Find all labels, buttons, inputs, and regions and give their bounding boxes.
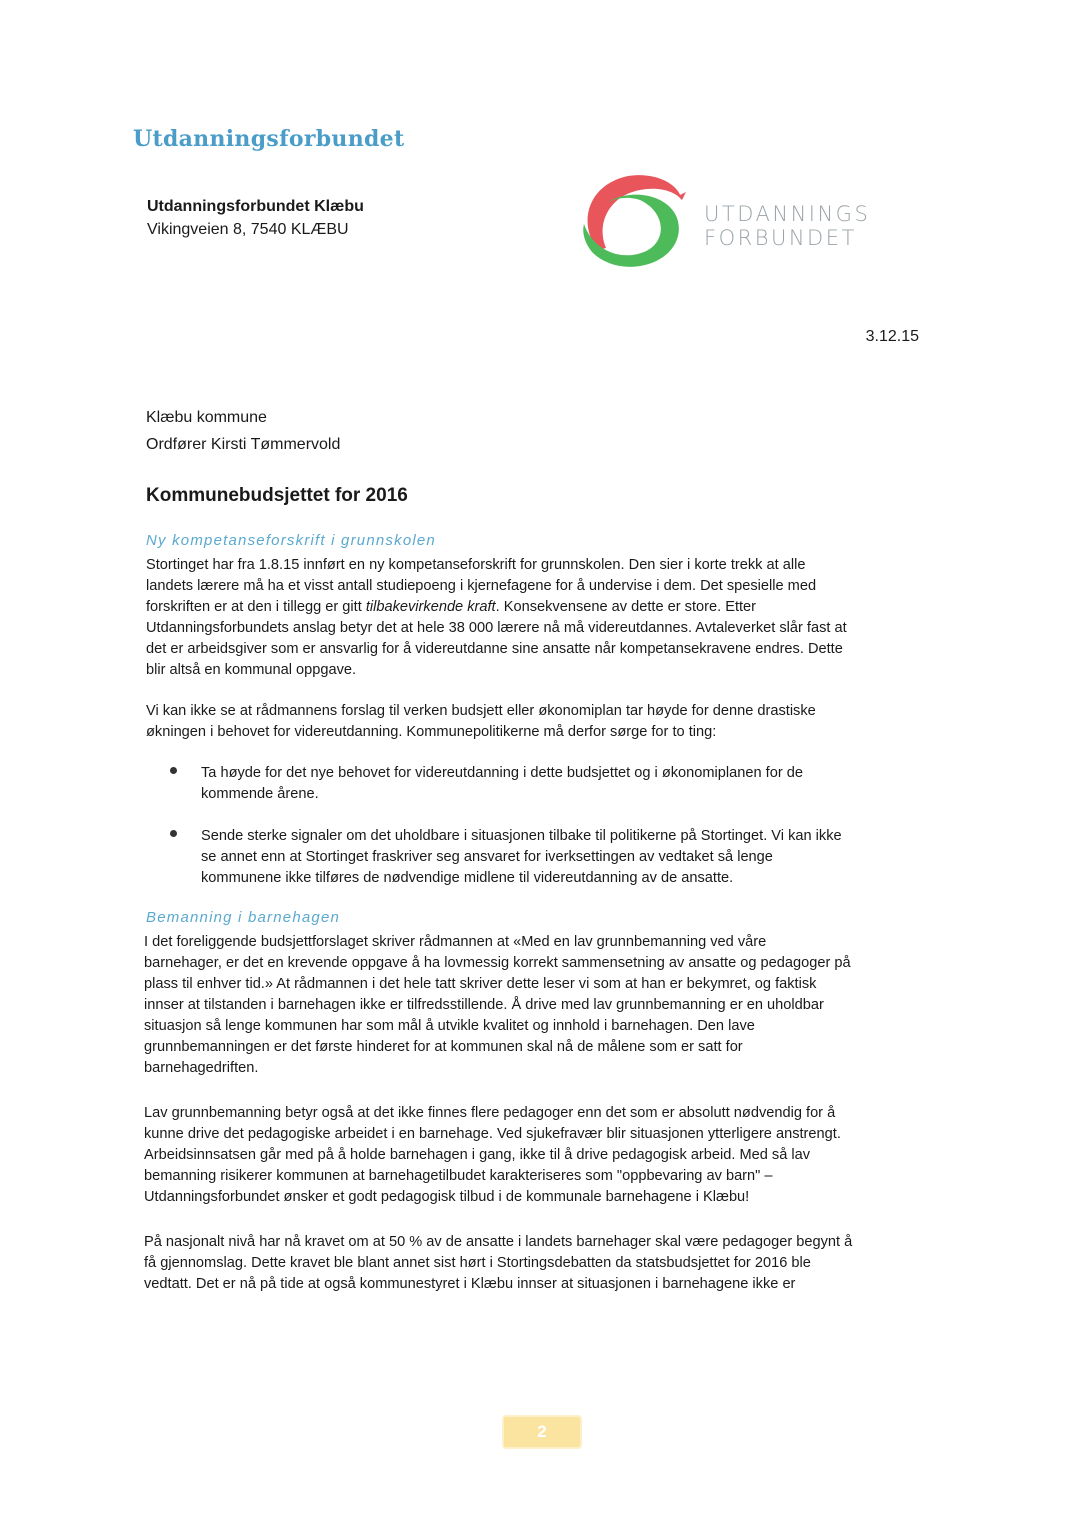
section-paragraph: I det foreliggende budsjettforslaget skriver rådmannen at «Med en lav grunnbemanning ved våre barnehager, er det en krevende oppgave å ha lovmessig korrekt sammensetning av ansatte og pedagoger på plass til enhver tid.» At rådmannen i det hele tatt skriver dette leser vi som at han er bekymret, og faktisk innser at tilstanden i barnehagen ikke er tilfredsstillende. Å drive med lav grunnbemanning er en uholdbar situasjon så lenge kommunen har som mål å utvikle kvalitet og innhold i barnehagen. Den lave grunnbemanningen er det første hinderet for at kommunen skal nå de målene som er satt for barnehagedriften. [144, 934, 851, 1076]
section-paragraph: Lav grunnbemanning betyr også at det ikke finnes flere pedagoger enn det som er absolutt nødvendig for å kunne drive det pedagogiske arbeidet i en barnehage. Ved sjukefravær blir situasjonen ytterligere anstrengt. Arbeidsinnsatsen går med på å holde barnehagen i gang, ikke til å drive pedagogisk arbeid. Med så lav bemanning risikerer kommunen at barnehagetilbudet karakteriseres som "oppbevaring av barn" – Utdanningsforbundet ønsker et godt pedagogisk tilbud i de kommunale barnehagene i Klæbu! [144, 1105, 841, 1205]
document-title: Kommunebudsjettet for 2016 [146, 485, 408, 506]
organization-header: Utdanningsforbundet [133, 126, 405, 152]
logo-wordmark: UTDANNINGS FORBUNDET [704, 202, 871, 250]
section-paragraph: Stortinget har fra 1.8.15 innført en ny kompetanseforskrift for grunnskolen. Den sier i korte trekk at alle landets lærere må ha et visst antall studiepoeng i kjernefagene for å undervise i dem. Det spesielle med forskriften er at den i tillegg er gitt tilbakevirkende kraft. Konsekvensene av dette er store. Etter Utdanningsforbundets anslag betyr det at hele 38 000 lærere nå må videreutdannes. Avtaleverket slår fast at det er arbeidsgiver som er ansvarlig for å videreutdanne sine ansatte når kompetansekravene endres. Dette blir altså en kommunal oppgave. [146, 557, 847, 678]
sender-address: Vikingveien 8, 7540 KLÆBU [147, 221, 349, 238]
logo-ring-icon [578, 170, 688, 275]
bullet-icon [170, 767, 177, 774]
bullet-list [170, 763, 842, 889]
list-item: Sende sterke signaler om det uholdbare i situasjonen tilbake til politikerne på Stortinget. Vi kan ikke se annet enn at Stortinget fraskriver seg ansvaret for iverksettingen av vedtaket så lenge kommunene ikke tilføres de nødvendige midlene til videreutdanning av de ansatte. [170, 826, 842, 889]
list-item: Ta høyde for det nye behovet for videreutdanning i dette budsjettet og i økonomiplanen for de kommende årene. [170, 763, 842, 805]
section-heading-competence: Ny kompetanseforskrift i grunnskolen [146, 532, 436, 549]
recipient-line-2: Ordfører Kirsti Tømmervold [146, 436, 341, 453]
section-heading-staffing: Bemanning i barnehagen [146, 909, 341, 926]
recipient-block [146, 404, 340, 458]
organization-logo [578, 170, 871, 275]
page-number: 2 [502, 1415, 582, 1449]
sender-block [147, 195, 364, 241]
letter-date: 3.12.15 [865, 328, 919, 345]
section-paragraph: På nasjonalt nivå har nå kravet om at 50 % av de ansatte i landets barnehager skal være pedagoger begynt å få gjennomslag. Dette kravet ble blant annet sist hørt i Stortingsdebatten da statsbudsjettet for 2016 ble vedtatt. Det er nå på tide at også kommunestyret i Klæbu innser at situasjonen i barnehagene ikke er [144, 1234, 853, 1292]
section-paragraph: Vi kan ikke se at rådmannens forslag til verken budsjett eller økonomiplan tar høyde for denne drastiske økningen i behovet for videreutdanning. Kommunepolitikerne må derfor sørge for to ting: [146, 703, 816, 740]
sender-name: Utdanningsforbundet Klæbu [147, 198, 364, 215]
emphasis-text: tilbakevirkende kraft [365, 599, 496, 615]
recipient-line-1: Klæbu kommune [146, 409, 267, 426]
bullet-icon [170, 830, 177, 837]
